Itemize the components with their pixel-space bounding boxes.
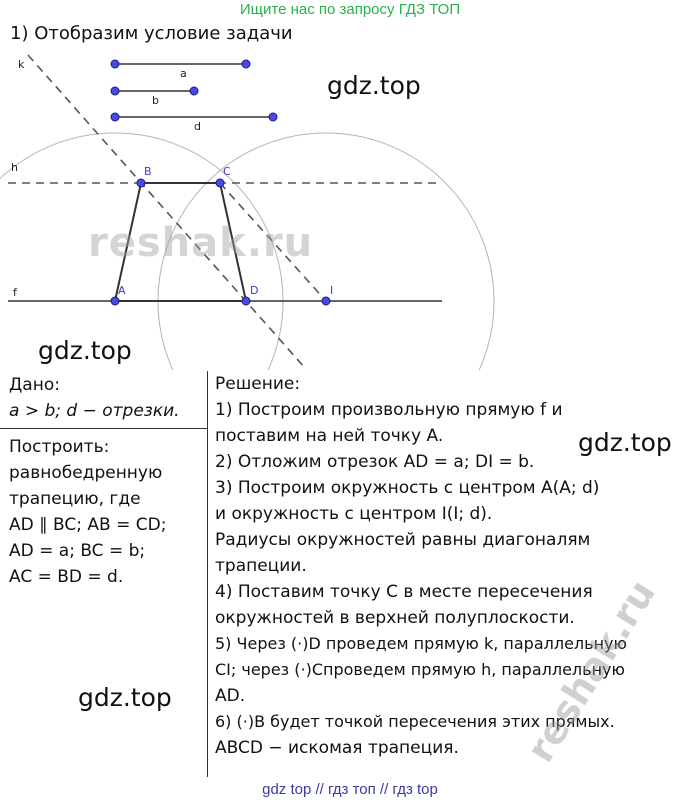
segment-d-label: d — [194, 120, 201, 133]
point-i — [322, 297, 330, 305]
solution-line: 6) (·)B будет точкой пересечения этих прямых. — [215, 712, 615, 731]
point-c-label: C — [223, 165, 231, 178]
segment-d-end-point — [269, 113, 277, 121]
solution-line: ABCD − искомая трапеция. — [215, 738, 459, 758]
line-f-label: f — [13, 286, 17, 299]
watermark-reshak-stamp: reshak.ru — [518, 572, 665, 770]
solution-heading: Решение: — [215, 374, 301, 394]
solution-line: 3) Построим окружность с центром A(A; d) — [215, 478, 600, 498]
given-heading: Дано: — [9, 375, 60, 395]
point-a-label: A — [118, 284, 126, 297]
solution-line: окружностей в верхней полуплоскости. — [215, 608, 575, 628]
solution-line: AD. — [215, 686, 246, 706]
watermark-gdz-4: gdz.top — [78, 683, 172, 712]
point-a — [111, 297, 119, 305]
construct-block — [9, 434, 166, 590]
solution-line: 5) Через (·)D проведем прямую k, параллельную — [215, 634, 627, 653]
given-line: a > b; d − отрезки. — [9, 401, 180, 421]
column-divider — [207, 371, 208, 777]
solution-line: 2) Отложим отрезок AD = a; DI = b. — [215, 452, 535, 472]
construct-heading: Построить: — [9, 437, 110, 457]
construct-line: трапецию, где — [9, 489, 141, 509]
segment-d-start-point — [111, 113, 119, 121]
segment-b-label: b — [152, 94, 159, 107]
segment-a-end-point — [242, 60, 250, 68]
point-b-label: B — [144, 165, 152, 178]
given-divider — [0, 428, 207, 429]
watermark-reshak: reshak.ru — [88, 220, 314, 266]
segment-b-end-point — [190, 87, 198, 95]
solution-line: и окружность с центром I(I; d). — [215, 504, 493, 524]
point-d — [242, 297, 250, 305]
given-block — [9, 372, 180, 424]
solution-line: поставим на ней точку A. — [215, 426, 444, 446]
segment-a-start-point — [111, 60, 119, 68]
line-k-label: k — [18, 58, 25, 71]
construct-line: AD ∥ BC; AB = CD; — [9, 515, 167, 535]
solution-line: Радиусы окружностей равны диагоналям — [215, 530, 591, 550]
watermark-gdz-3: gdz.top — [578, 428, 672, 457]
construction-figure — [0, 0, 700, 370]
solution-line: трапеции. — [215, 556, 307, 576]
solution-line: 4) Поставим точку C в месте пересечения — [215, 582, 593, 602]
solution-line: 1) Построим произвольную прямую f и — [215, 400, 563, 420]
construct-line: AC = BD = d. — [9, 567, 124, 587]
top-banner: Ищите нас по запросу ГДЗ ТОП — [239, 1, 461, 18]
segment-a-label: a — [180, 67, 187, 80]
watermark-gdz-2: gdz.top — [38, 336, 132, 365]
step-title: 1) Отобразим условие задачи — [10, 23, 293, 44]
construct-line: равнобедренную — [9, 463, 163, 483]
footer-links: gdz top // гдз топ // гдз top — [262, 781, 438, 798]
line-k — [28, 55, 305, 368]
watermark-gdz-1: gdz.top — [327, 71, 421, 100]
line-h-label: h — [11, 161, 18, 174]
point-c — [216, 179, 224, 187]
point-d-label: D — [250, 284, 259, 297]
solution-line: CI; через (·)Cпроведем прямую h, параллельную — [215, 660, 625, 679]
point-i-label: I — [330, 284, 334, 297]
segment-b-start-point — [111, 87, 119, 95]
point-b — [137, 179, 145, 187]
construct-line: AD = a; BC = b; — [9, 541, 146, 561]
